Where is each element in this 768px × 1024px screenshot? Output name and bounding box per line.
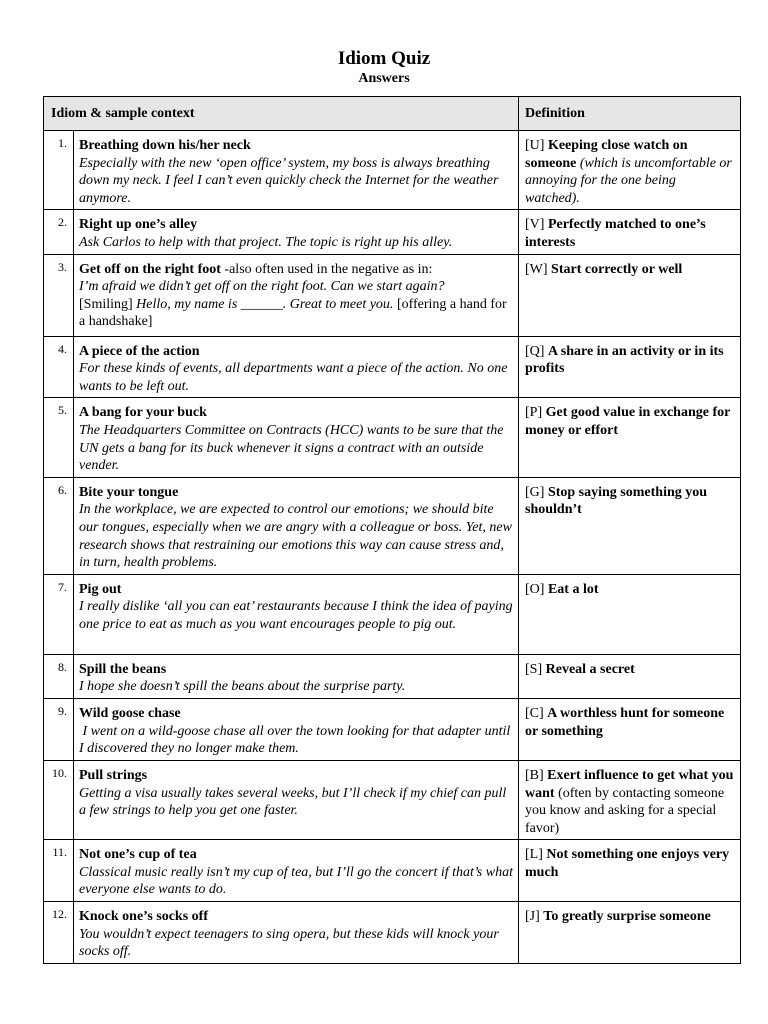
table-row <box>44 698 741 760</box>
idiom-context-stage-direction: [offering a hand for a handshake] <box>79 296 507 330</box>
idiom-context: I really dislike ‘all you can eat’ restaurants because I think the idea of paying one price to eat as much as you want encourages people to pig out. <box>79 599 513 632</box>
idiom-context: I’m afraid we didn’t get off on the right foot. Can we start again? <box>79 279 445 295</box>
definition-text: Get good value in exchange for money or effort <box>525 405 731 438</box>
answer-letter: [C] <box>525 705 548 721</box>
idiom-cell <box>74 254 519 336</box>
definition-text: A share in an activity or in its profits <box>525 343 724 377</box>
table-row <box>44 902 741 964</box>
definition-text: Eat a lot <box>547 581 599 597</box>
idiom-cell <box>74 654 519 698</box>
header-idiom: Idiom & sample context <box>44 97 519 131</box>
idiom-cell <box>74 477 519 574</box>
idiom-cell <box>74 210 519 254</box>
definition-text: Not something one enjoys very much <box>525 847 730 880</box>
idiom-name: A piece of the action <box>79 343 200 359</box>
idiom-context: I went on a wild-goose chase all over the town looking for that adapter until I discovered they no longer make them. <box>79 723 514 757</box>
row-number: 10. <box>44 760 74 839</box>
idiom-context-stage-direction: [Smiling] <box>79 296 137 312</box>
idiom-context: I hope she doesn’t spill the beans about the surprise party. <box>79 679 406 695</box>
definition-text: Perfectly matched to one’s interests <box>525 217 706 250</box>
answer-letter: [J] <box>525 909 544 925</box>
definition-cell <box>519 840 741 902</box>
definition-cell <box>519 654 741 698</box>
row-number: 3. <box>44 254 74 336</box>
idiom-name: Bite your tongue <box>79 484 179 500</box>
idiom-cell <box>74 574 519 654</box>
idiom-name: Right up one’s alley <box>79 217 198 233</box>
definition-text: Exert influence to get what you want <box>525 767 734 801</box>
idiom-cell <box>74 698 519 760</box>
idiom-context: Getting a visa usually takes several weeks, but I’ll check if my chief can pull a few strings to help you get one faster. <box>79 785 507 819</box>
table-header-row <box>44 97 741 131</box>
row-number: 4. <box>44 336 74 398</box>
definition-cell <box>519 477 741 574</box>
table-row <box>44 654 741 698</box>
definition-cell <box>519 131 741 210</box>
idiom-name: Pull strings <box>79 767 148 783</box>
idiom-context: In the workplace, we are expected to control our emotions; we should bite our tongues, especially when we are angry with a colleague or boss. Yet, new research shows that restraining our emotions this way can cause stress and, in turn, health problems. <box>79 502 512 571</box>
idiom-context: Classical music really isn’t my cup of tea, but I’ll go the concert if that’s what everyone else wants to do. <box>79 864 513 898</box>
table-row <box>44 574 741 654</box>
answer-letter: [P] <box>525 405 546 421</box>
row-number: 5. <box>44 398 74 477</box>
definition-text: Reveal a secret <box>545 661 635 677</box>
answer-letter: [O] <box>525 581 548 597</box>
definition-cell <box>519 574 741 654</box>
table-row <box>44 254 741 336</box>
row-number: 12. <box>44 902 74 964</box>
definition-cell <box>519 336 741 398</box>
idiom-cell <box>74 398 519 477</box>
page-title: Idiom Quiz <box>337 48 431 69</box>
idiom-context: You wouldn’t expect teenagers to sing opera, but these kids will knock your socks off. <box>79 926 499 960</box>
answer-letter: [W] <box>525 261 552 277</box>
answer-letter: [L] <box>525 847 547 863</box>
idiom-name: Knock one’s socks off <box>79 909 208 925</box>
table-row <box>44 131 741 210</box>
row-number: 9. <box>44 698 74 760</box>
answer-letter: [U] <box>525 138 548 153</box>
idiom-cell <box>74 131 519 210</box>
idiom-context: Ask Carlos to help with that project. The topic is right up his alley. <box>79 234 453 250</box>
definition-text: A worthless hunt for someone or something <box>525 705 725 739</box>
table-row <box>44 210 741 254</box>
row-number: 1. <box>44 131 74 210</box>
definition-cell <box>519 210 741 254</box>
row-number: 2. <box>44 210 74 254</box>
answer-letter: [S] <box>525 661 546 677</box>
idiom-cell <box>74 902 519 964</box>
idiom-cell <box>74 336 519 398</box>
definition-text: To greatly surprise someone <box>543 909 711 925</box>
idiom-cell <box>74 840 519 902</box>
table-row <box>44 336 741 398</box>
idiom-name: Wild goose chase <box>79 705 181 721</box>
idiom-name: Pig out <box>79 581 122 597</box>
row-number: 7. <box>44 574 74 654</box>
idiom-name: Spill the beans <box>79 661 167 677</box>
definition-text: Start correctly or well <box>551 261 683 277</box>
idiom-name: Get off on the right foot <box>79 261 221 277</box>
row-number: 11. <box>44 840 74 902</box>
definition-cell <box>519 902 741 964</box>
idiom-name: A bang for your buck <box>79 405 207 421</box>
header-definition: Definition <box>519 97 741 131</box>
idiom-table <box>43 96 741 964</box>
definition-cell <box>519 254 741 336</box>
answer-letter: [G] <box>525 484 548 500</box>
idiom-name: Not one’s cup of tea <box>79 847 197 863</box>
idiom-context-dialogue: Hello, my name is ______. Great to meet you. <box>136 296 394 312</box>
idiom-name: Breathing down his/her neck <box>79 138 251 153</box>
answer-letter: [Q] <box>525 343 548 359</box>
definition-cell <box>519 698 741 760</box>
page-subtitle: Answers <box>358 71 410 86</box>
definition-note: (which is uncomfortable or annoying for the one being watched). <box>525 155 732 206</box>
row-number: 6. <box>44 477 74 574</box>
row-number: 8. <box>44 654 74 698</box>
idiom-cell <box>74 760 519 839</box>
definition-note: (often by contacting someone you know and asking for a special favor) <box>525 785 725 836</box>
answer-letter: [B] <box>525 767 548 783</box>
table-row <box>44 840 741 902</box>
idiom-context: Especially with the new ‘open office’ system, my boss is always breathing down my neck. I feel I can’t even quickly check the Internet for the weather anymore. <box>79 155 499 206</box>
idiom-context: The Headquarters Committee on Contracts (HCC) wants to be sure that the UN gets a bang for its buck whenever it signs a contract with an outside vender. <box>79 422 504 474</box>
table-row <box>44 760 741 839</box>
idiom-name-suffix: -also often used in the negative as in: <box>220 261 433 277</box>
table-row <box>44 477 741 574</box>
definition-text: Stop saying something you shouldn’t <box>525 484 708 518</box>
definition-text: Keeping close watch on someone <box>525 138 688 171</box>
answer-letter: [V] <box>525 217 548 233</box>
definition-cell <box>519 398 741 477</box>
idiom-context: For these kinds of events, all departments want a piece of the action. No one wants to be left out. <box>79 361 508 394</box>
definition-cell <box>519 760 741 839</box>
table-row <box>44 398 741 477</box>
